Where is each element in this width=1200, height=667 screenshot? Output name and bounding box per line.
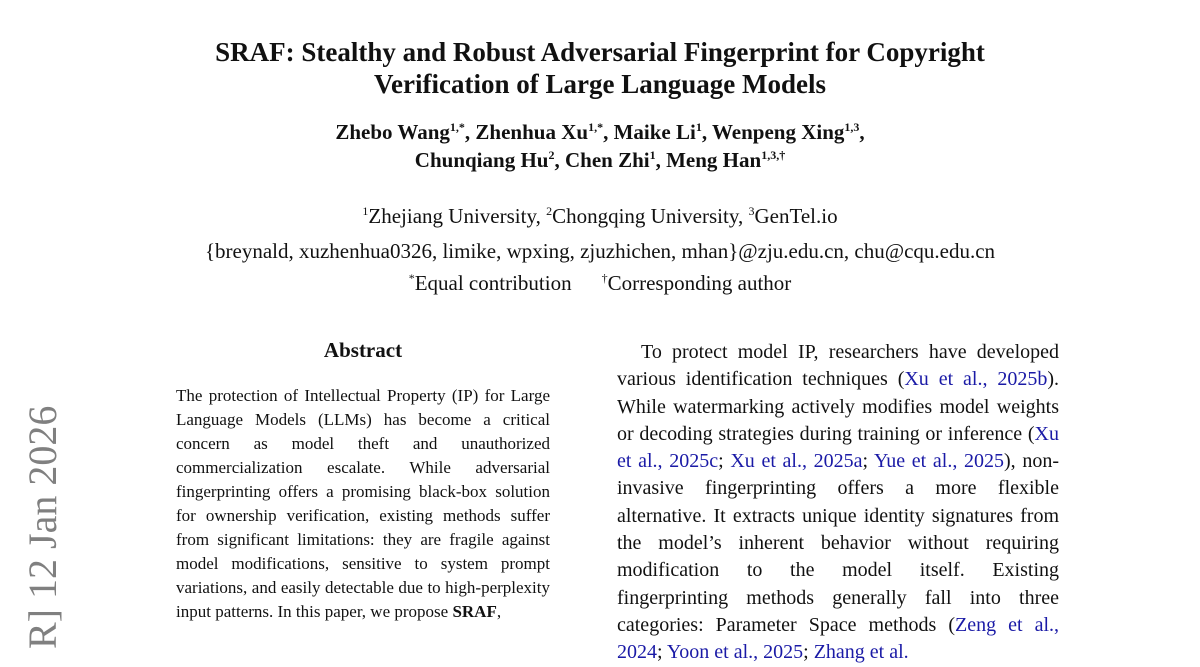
contribution-notes: *Equal contribution †Corresponding author [408,271,792,295]
author-affil-sup: 1,* [588,120,604,134]
author-name: Meng Han [666,148,762,172]
intro-paragraph: To protect model IP, researchers have developed various identification techniques (Xu et al., 2025b). While watermarking actively modifies model weights or decoding strategies during training or inference (Xu et al., 2025c; Xu et al., 2025a; Yue et al., 2025), non-invasive fingerprinting offers a more flexible alternative. It extracts unique identity signatures from the model’s inherent behavior without requiring modification to the model itself. Existing fingerprinting methods generally fall into three categories: Parameter Space methods (Zeng et al., 2024; Yoon et al., 2025; Zhang et al. [617,341,1059,664]
method-name: SRAF [452,602,497,621]
corresponding-author-note: Corresponding author [607,271,792,295]
author-name: Maike Li [613,120,696,144]
title-line-1: SRAF: Stealthy and Robust Adversarial Fingerprint for Copyright [215,37,985,67]
author-affil-sup: 1,3 [844,120,860,134]
title-line-2: Verification of Large Language Models [374,69,826,99]
arxiv-side-stamp: R] 12 Jan 2026 [20,405,65,649]
citation-link[interactable]: Zeng et al., 2024 [617,613,1059,664]
author-affil-sup: 1,* [449,120,465,134]
citation-link[interactable]: Yue et al., 2025 [874,450,1004,473]
equal-contribution-note: Equal contribution [414,271,572,295]
author-name: Chen Zhi [564,148,650,172]
citation-link[interactable]: Xu et al., 2025c [617,422,1059,473]
author-name: Zhenhua Xu [475,120,589,144]
citation-link[interactable]: Xu et al., 2025b [904,368,1048,391]
author-name: Chunqiang Hu [414,148,549,172]
author-name: Zhebo Wang [335,120,450,144]
citation-link[interactable]: Zhang et al. [813,641,909,664]
authors-line-2: Chunqiang Hu$^2$, Chen Zhi$^1$, Meng Han$^{1,3,\dagger}$ [414,148,786,172]
author-emails: {breynald, xuzhenhua0326, limike, wpxing, zjuzhichen, mhan}@zju.edu.cn, chu@cqu.edu.cn [204,239,996,263]
paper-title [0,36,1200,100]
author-affil-sup: 1,3,† [761,148,786,162]
abstract-heading: Abstract [323,338,403,362]
affiliation-name: Zhejiang University [368,204,536,228]
authors-line-1: Zhebo Wang$^{1,*}$, Zhenhua $Xu^{1,*}$, Maike Li$^1$, Wenpeng Xing$^{1,3}$, [335,120,865,144]
abstract-body: The protection of Intellectual Property (IP) for Large Language Models (LLMs) has become a critical concern as model theft and unauthorized commercialization escalate. While adversarial fingerprinting offers a promising black-box solution for ownership verification, existing methods suffer from significant limitations: they are fragile against model modifications, sensitive to system prompt variations, and easily detectable due to high-perplexity input patterns. In this paper, we propose SRAF, [176,386,550,621]
affiliations: $^1$Zhejiang University, $^2$Chongqing University, $^3$GenTel.io [362,204,838,228]
author-affil-sup: 1 [649,148,656,162]
author-affil-sup: 2 [548,148,555,162]
citation-link[interactable]: Yoon et al., 2025 [666,641,804,664]
author-affil-sup: 1 [695,120,702,134]
affiliation-name: Chongqing University [552,204,738,228]
citation-link[interactable]: Xu et al., 2025a [730,450,863,473]
author-list [0,118,1200,174]
author-name: Wenpeng Xing [711,120,845,144]
affiliation-name: GenTel.io [754,204,838,228]
